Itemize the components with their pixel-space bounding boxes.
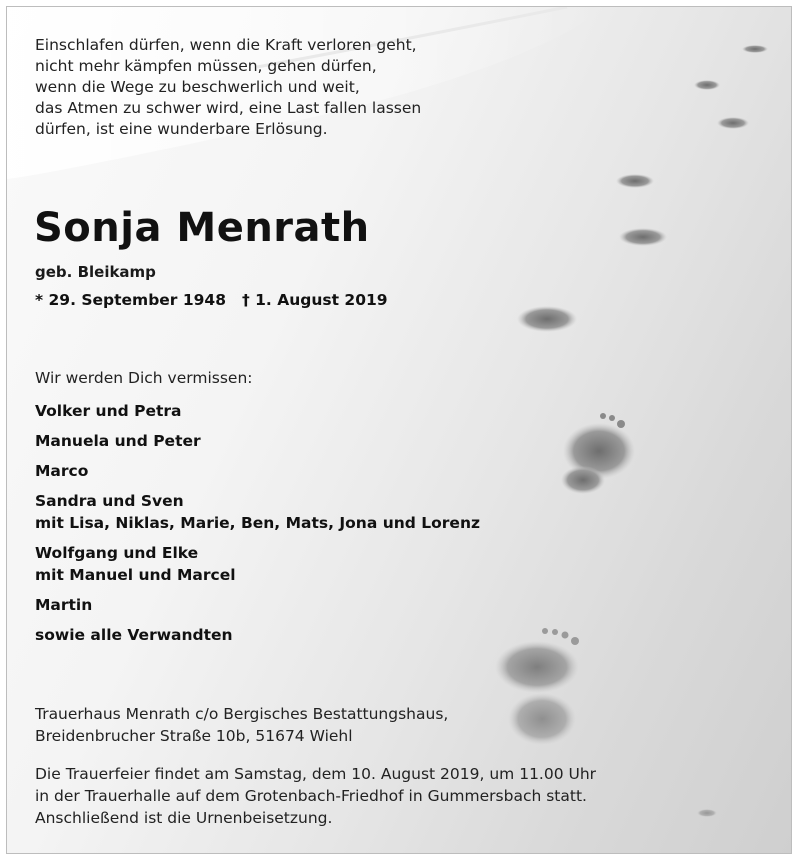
mourner-group bbox=[35, 430, 535, 452]
funeral-details bbox=[35, 763, 596, 829]
deceased-name: Sonja Menrath bbox=[34, 205, 370, 251]
poem-line: nicht mehr kämpfen müssen, gehen dürfen, bbox=[35, 57, 377, 75]
poem-line: wenn die Wege zu beschwerlich und weit, bbox=[35, 78, 360, 96]
mourner-line: sowie alle Verwandten bbox=[35, 626, 233, 644]
poem bbox=[35, 35, 505, 140]
mourner-line: Volker und Petra bbox=[35, 402, 182, 420]
life-dates bbox=[35, 291, 388, 309]
address-line: Breidenbrucher Straße 10b, 51674 Wiehl bbox=[35, 727, 353, 745]
address-line: Trauerhaus Menrath c/o Bergisches Bestattungshaus, bbox=[35, 705, 449, 723]
mourning-house-address bbox=[35, 703, 448, 747]
ceremony-line: Anschließend ist die Urnenbeisetzung. bbox=[35, 809, 333, 827]
mourner-line: Sandra und Sven bbox=[35, 492, 184, 510]
mourner-line: mit Lisa, Niklas, Marie, Ben, Mats, Jona und Lorenz bbox=[35, 514, 480, 532]
ceremony-line: Die Trauerfeier findet am Samstag, dem 10. August 2019, um 11.00 Uhr bbox=[35, 765, 597, 783]
birth-date: * 29. September 1948 bbox=[35, 291, 226, 309]
ceremony-line: in der Trauerhalle auf dem Grotenbach-Friedhof in Gummersbach statt. bbox=[35, 787, 587, 805]
obituary-notice bbox=[6, 6, 792, 854]
mourners-list bbox=[35, 400, 535, 654]
birth-name: geb. Bleikamp bbox=[35, 263, 156, 281]
death-date: † 1. August 2019 bbox=[242, 291, 388, 309]
mourner-line: mit Manuel und Marcel bbox=[35, 566, 236, 584]
mourner-group bbox=[35, 490, 535, 534]
mourner-group bbox=[35, 594, 535, 616]
mourner-line: Manuela und Peter bbox=[35, 432, 201, 450]
mourners-intro: Wir werden Dich vermissen: bbox=[35, 369, 253, 387]
mourner-line: Martin bbox=[35, 596, 93, 614]
mourner-group bbox=[35, 400, 535, 422]
mourner-group bbox=[35, 460, 535, 482]
poem-line: das Atmen zu schwer wird, eine Last fallen lassen bbox=[35, 99, 422, 117]
mourner-line: Marco bbox=[35, 462, 89, 480]
mourner-group bbox=[35, 542, 535, 586]
mourner-line: Wolfgang und Elke bbox=[35, 544, 199, 562]
mourner-group bbox=[35, 624, 535, 646]
poem-line: Einschlafen dürfen, wenn die Kraft verloren geht, bbox=[35, 36, 417, 54]
poem-line: dürfen, ist eine wunderbare Erlösung. bbox=[35, 120, 328, 138]
